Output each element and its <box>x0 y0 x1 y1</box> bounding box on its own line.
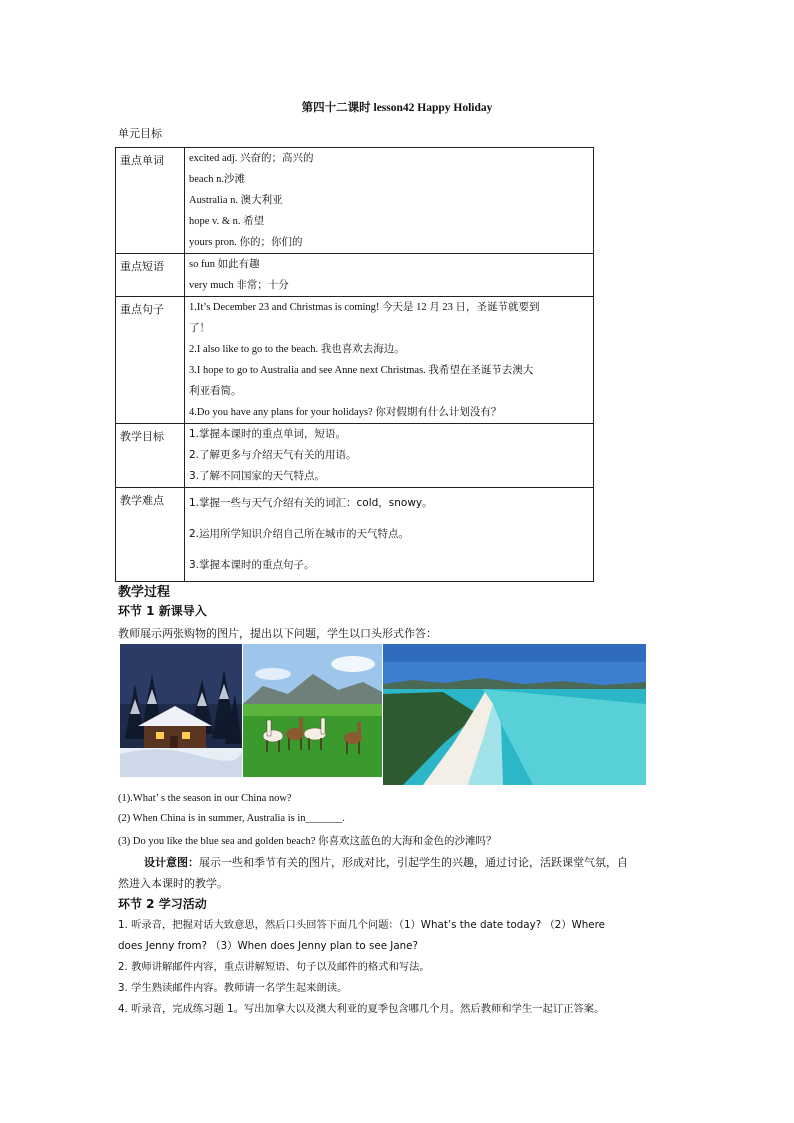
row-label: 重点短语 <box>116 254 185 297</box>
vocab-line: excited adj. 兴奋的；高兴的 <box>189 153 314 164</box>
phrase-line: very much 非常；十分 <box>189 280 289 291</box>
goals-table <box>115 147 594 582</box>
snowy-cabin-image <box>120 644 242 777</box>
activity-item: 3. 学生熟读邮件内容。教师请一名学生起来朗读。 <box>118 982 348 994</box>
difficulty-line: 1.掌握一些与天气介绍有关的词汇：cold，snowy。 <box>189 497 433 509</box>
vocab-line: yours pron. 你的；你们的 <box>189 237 303 248</box>
question-2: (2) When China is in summer, Australia is in_______. <box>118 813 345 824</box>
row-label: 教学目标 <box>116 424 185 488</box>
activity-item: 1. 听录音，把握对话大致意思，然后口头回答下面几个问题：（1）What’s the date today? （2）Where <box>118 919 605 931</box>
sentence-line: 1.It’s December 23 and Christmas is coming! 今天是 12 月 23 日，圣诞节就要到 <box>189 302 540 313</box>
row-label: 教学难点 <box>116 488 185 582</box>
table-row-phrases <box>116 254 594 297</box>
design-line-1: 展示一些和季节有关的图片，形成对比，引起学生的兴趣，通过讨论，活跃课堂气氛，自 <box>199 856 628 869</box>
design-intent <box>118 852 678 894</box>
objective-line: 2.了解更多与介绍天气有关的用语。 <box>189 449 357 461</box>
design-label: 设计意图： <box>144 856 199 869</box>
sentence-line: 了！ <box>189 322 210 334</box>
activity-item: 2. 教师讲解邮件内容，重点讲解短语、句子以及邮件的格式和写法。 <box>118 961 430 973</box>
alpaca-field-image <box>243 644 382 777</box>
phrase-line: so fun 如此有趣 <box>189 259 260 270</box>
sentence-line: 3.I hope to go to Australia and see Anne next Christmas. 我希望在圣诞节去澳大 <box>189 365 534 376</box>
process-title: 教学过程 <box>118 585 171 600</box>
step2-heading: 环节 2 学习活动 <box>118 897 207 911</box>
difficulty-line: 3.掌握本课时的重点句子。 <box>189 559 315 571</box>
question-3: (3) Do you like the blue sea and golden beach? 你喜欢这蓝色的大海和金色的沙滩吗？ <box>118 836 497 847</box>
page-title: 第四十二课时 lesson42 Happy Holiday <box>301 102 493 114</box>
step1-intro: 教师展示两张购物的图片，提出以下问题，学生以口头形式作答： <box>118 627 437 640</box>
objective-line: 1.掌握本课时的重点单词，短语。 <box>189 428 347 440</box>
objective-line: 3.了解不同国家的天气特点。 <box>189 470 326 482</box>
sentence-line: 2.I also like to go to the beach. 我也喜欢去海边。 <box>189 344 405 355</box>
table-row-vocab <box>116 148 594 254</box>
vocab-line: beach n.沙滩 <box>189 174 245 185</box>
step1-heading: 环节 1 新课导入 <box>118 604 207 618</box>
design-line-2: 然进入本课时的教学。 <box>118 877 228 890</box>
beach-image <box>383 644 646 785</box>
table-row-objectives <box>116 424 594 488</box>
table-row-sentences <box>116 297 594 424</box>
table-row-difficulties <box>116 488 594 582</box>
vocab-line: hope v. & n. 希望 <box>189 216 265 227</box>
vocab-line: Australia n. 澳大利亚 <box>189 195 283 206</box>
activity-item: 4. 听录音，完成练习题 1。写出加拿大以及澳大利亚的夏季包含哪几个月。然后教师和学生一起订正答案。 <box>118 1003 605 1015</box>
row-label: 重点句子 <box>116 297 185 424</box>
difficulty-line: 2.运用所学知识介绍自己所在城市的天气特点。 <box>189 528 410 540</box>
sentence-line: 利亚看简。 <box>189 385 242 397</box>
sentence-line: 4.Do you have any plans for your holidays? 你对假期有什么计划没有？ <box>189 407 502 418</box>
unit-goal-label: 单元目标 <box>118 127 162 140</box>
activity-item: does Jenny from? （3）When does Jenny plan to see Jane? <box>118 940 418 952</box>
question-1: (1).What’ s the season in our China now? <box>118 793 292 804</box>
row-label: 重点单词 <box>116 148 185 254</box>
